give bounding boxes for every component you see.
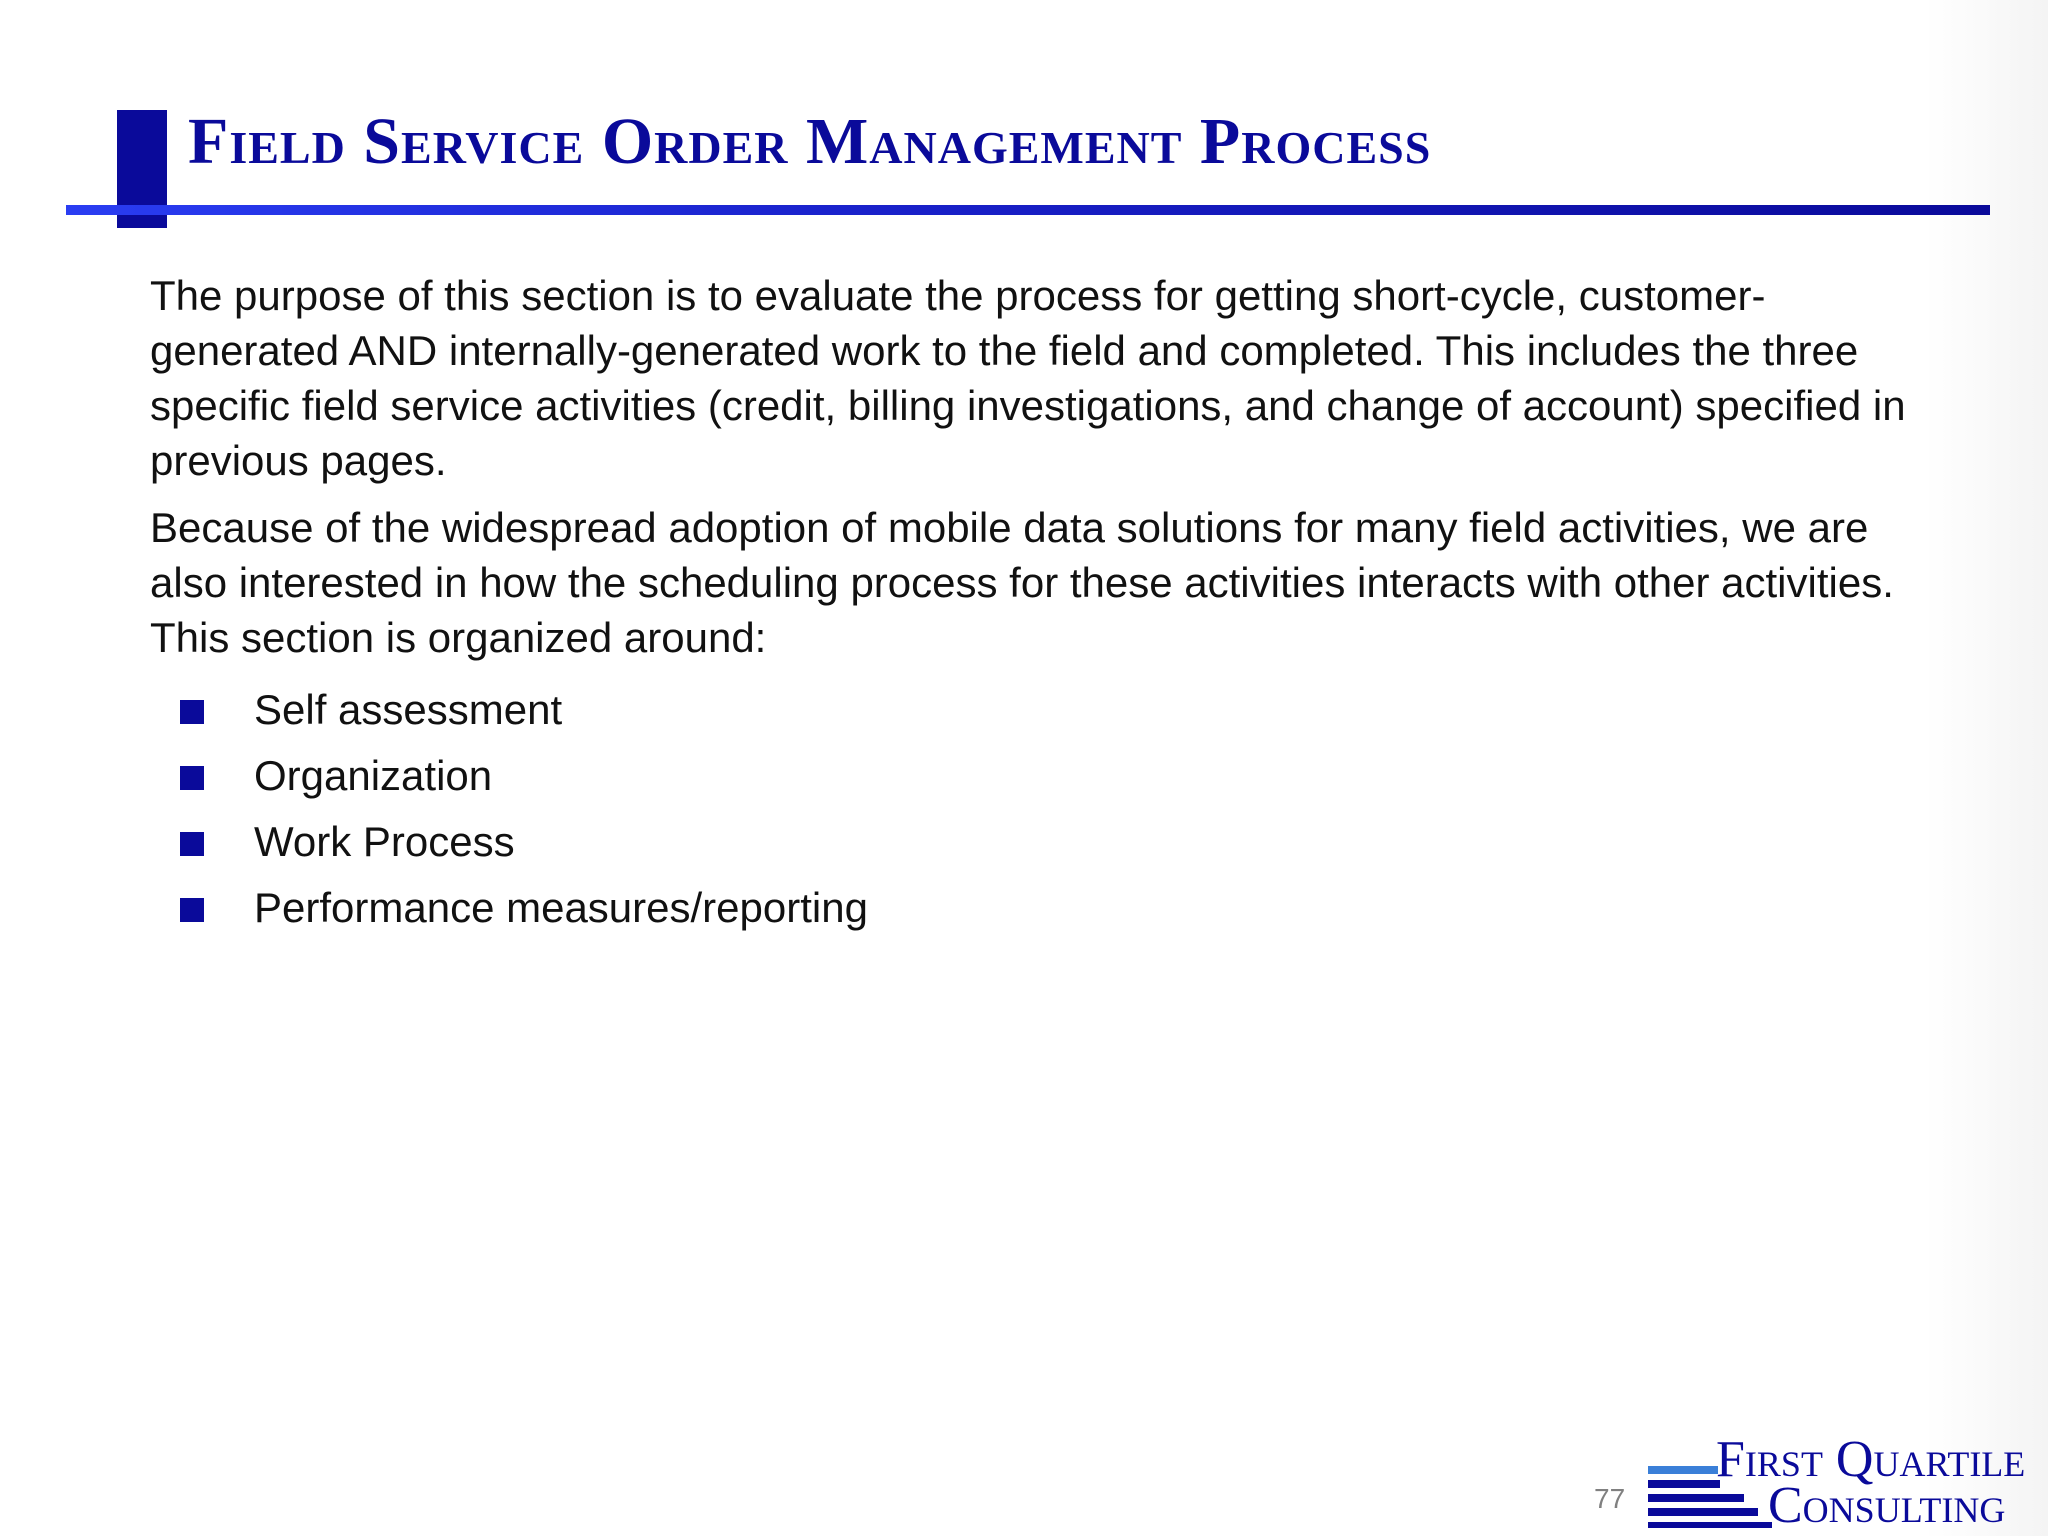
logo-bar: [1648, 1522, 1772, 1528]
square-bullet-icon: [180, 898, 204, 922]
list-item: [150, 743, 1950, 809]
title-underline-rule: [66, 205, 1990, 215]
list-item: [150, 809, 1950, 875]
slide-body: [150, 268, 1950, 941]
intro-paragraph: The purpose of this section is to evaluate the process for getting short-cycle, customer-generated AND internally-generated work to the field and completed. This includes the three specific field service activities (credit, billing investigations, and change of account) specified in previous pages.: [150, 272, 1906, 484]
company-logo: [1648, 1431, 2044, 1534]
section-bullet-list: [150, 677, 1950, 941]
bullet-text: Organization: [254, 752, 493, 799]
logo-text-consulting: Consulting: [1768, 1477, 2006, 1534]
bullet-text: Self assessment: [254, 686, 563, 733]
logo-bar: [1648, 1494, 1744, 1502]
logo-bar: [1648, 1508, 1758, 1516]
context-paragraph: Because of the widespread adoption of mobile data solutions for many field activities, we are also interested in how the scheduling process for these activities interacts with other activities. This section is organized around:: [150, 504, 1894, 661]
logo-text-first-quartile: First Quartile: [1716, 1431, 2026, 1488]
list-item: [150, 677, 1950, 743]
bullet-text: Performance measures/reporting: [254, 884, 868, 931]
logo-bar: [1648, 1480, 1720, 1488]
square-bullet-icon: [180, 832, 204, 856]
page-number: 77: [1594, 1483, 1626, 1514]
bullet-text: Work Process: [254, 818, 515, 865]
list-item: [150, 875, 1950, 941]
square-bullet-icon: [180, 700, 204, 724]
square-bullet-icon: [180, 766, 204, 790]
slide-title: Field Service Order Management Process: [188, 105, 1432, 178]
logo-bar: [1648, 1466, 1718, 1474]
